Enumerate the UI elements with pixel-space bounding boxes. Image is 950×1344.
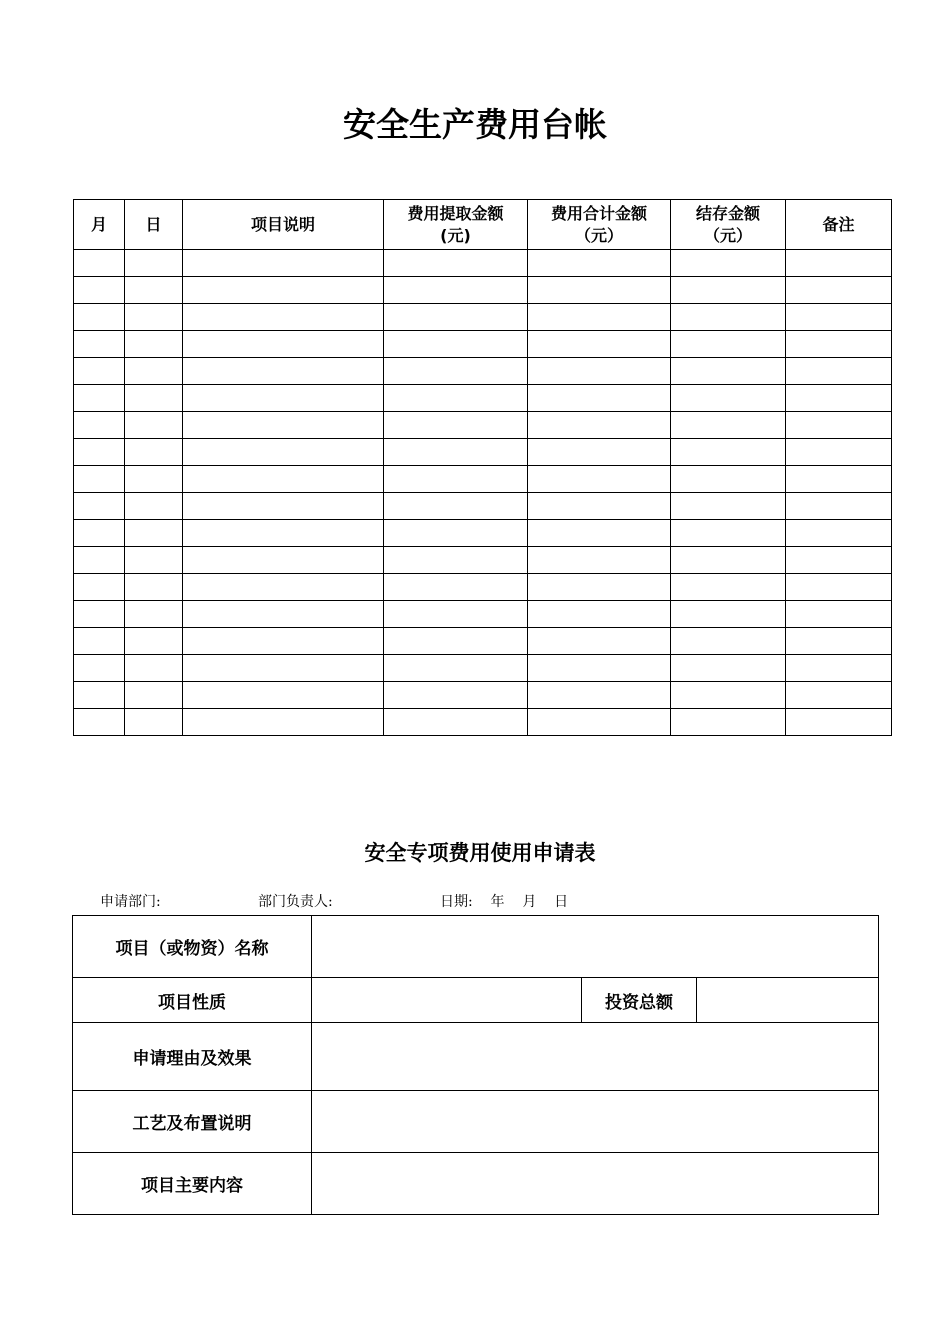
ledger-row [74, 655, 892, 682]
ledger-cell-extract[interactable] [384, 520, 528, 547]
ledger-cell-extract[interactable] [384, 682, 528, 709]
ledger-title: 安全生产费用台帐 [343, 105, 607, 144]
ledger-cell-extract[interactable] [384, 385, 528, 412]
ledger-cell-total[interactable] [528, 493, 671, 520]
ledger-cell-month[interactable] [74, 493, 125, 520]
ledger-cell-extract[interactable] [384, 628, 528, 655]
ledger-cell-item[interactable] [183, 412, 384, 439]
ledger-cell-day[interactable] [125, 574, 183, 601]
ledger-cell-balance[interactable] [671, 358, 786, 385]
ledger-cell-remark[interactable] [786, 385, 892, 412]
ledger-cell-extract[interactable] [384, 466, 528, 493]
ledger-row [74, 358, 892, 385]
project-nature-label: 项目性质 [73, 978, 312, 1023]
ledger-cell-balance[interactable] [671, 601, 786, 628]
ledger-cell-total[interactable] [528, 385, 671, 412]
ledger-row [74, 628, 892, 655]
ledger-cell-item[interactable] [183, 358, 384, 385]
ledger-cell-month[interactable] [74, 439, 125, 466]
ledger-cell-extract[interactable] [384, 439, 528, 466]
ledger-cell-day[interactable] [125, 304, 183, 331]
ledger-cell-item[interactable] [183, 304, 384, 331]
header-total-amount [528, 200, 671, 250]
reason-effect-field[interactable] [312, 1023, 879, 1091]
ledger-cell-remark[interactable] [786, 601, 892, 628]
ledger-cell-extract[interactable] [384, 547, 528, 574]
ledger-row [74, 493, 892, 520]
application-form-table [72, 915, 879, 1215]
ledger-cell-remark[interactable] [786, 709, 892, 736]
ledger-cell-balance[interactable] [671, 655, 786, 682]
main-content-label: 项目主要内容 [73, 1153, 312, 1215]
header-extract-amount-line1: 费用提取金额 [407, 203, 504, 223]
ledger-cell-remark[interactable] [786, 250, 892, 277]
ledger-header-row [74, 200, 892, 250]
ledger-cell-total[interactable] [528, 547, 671, 574]
ledger-cell-month[interactable] [74, 358, 125, 385]
ledger-row [74, 304, 892, 331]
form-row-project-name [73, 916, 879, 978]
ledger-cell-item[interactable] [183, 385, 384, 412]
header-extract-amount [384, 200, 528, 250]
header-day: 日 [125, 200, 183, 250]
ledger-row [74, 520, 892, 547]
ledger-cell-extract[interactable] [384, 601, 528, 628]
ledger-cell-day[interactable] [125, 250, 183, 277]
header-balance-amount-line1: 结存金额 [695, 203, 760, 223]
ledger-row [74, 385, 892, 412]
ledger-cell-remark[interactable] [786, 574, 892, 601]
ledger-cell-item[interactable] [183, 277, 384, 304]
header-total-amount-line2: （元） [574, 225, 623, 245]
ledger-cell-total[interactable] [528, 601, 671, 628]
ledger-cell-remark[interactable] [786, 304, 892, 331]
ledger-cell-month[interactable] [74, 682, 125, 709]
ledger-row [74, 547, 892, 574]
header-item-description: 项目说明 [183, 200, 384, 250]
ledger-cell-day[interactable] [125, 547, 183, 574]
ledger-cell-month[interactable] [74, 466, 125, 493]
ledger-cell-extract[interactable] [384, 655, 528, 682]
ledger-cell-item[interactable] [183, 574, 384, 601]
main-content-field[interactable] [312, 1153, 879, 1215]
ledger-cell-remark[interactable] [786, 493, 892, 520]
ledger-cell-balance[interactable] [671, 574, 786, 601]
ledger-cell-total[interactable] [528, 466, 671, 493]
ledger-cell-month[interactable] [74, 520, 125, 547]
ledger-cell-total[interactable] [528, 628, 671, 655]
ledger-cell-balance[interactable] [671, 412, 786, 439]
header-total-amount-line1: 费用合计金额 [550, 203, 647, 223]
ledger-cell-day[interactable] [125, 439, 183, 466]
ledger-cell-total[interactable] [528, 250, 671, 277]
ledger-cell-month[interactable] [74, 547, 125, 574]
ledger-row [74, 439, 892, 466]
ledger-cell-balance[interactable] [671, 493, 786, 520]
ledger-cell-extract[interactable] [384, 574, 528, 601]
ledger-cell-balance[interactable] [671, 547, 786, 574]
ledger-cell-balance[interactable] [671, 277, 786, 304]
project-name-field[interactable] [312, 916, 879, 978]
ledger-cell-day[interactable] [125, 520, 183, 547]
ledger-cell-item[interactable] [183, 547, 384, 574]
ledger-cell-month[interactable] [74, 655, 125, 682]
ledger-cell-balance[interactable] [671, 520, 786, 547]
ledger-row [74, 682, 892, 709]
ledger-cell-total[interactable] [528, 520, 671, 547]
ledger-cell-total[interactable] [528, 304, 671, 331]
ledger-cell-month[interactable] [74, 628, 125, 655]
ledger-cell-remark[interactable] [786, 439, 892, 466]
ledger-cell-remark[interactable] [786, 277, 892, 304]
ledger-row [74, 601, 892, 628]
ledger-cell-month[interactable] [74, 412, 125, 439]
ledger-cell-month[interactable] [74, 385, 125, 412]
ledger-cell-item[interactable] [183, 250, 384, 277]
header-month: 月 [74, 200, 125, 250]
ledger-cell-day[interactable] [125, 601, 183, 628]
ledger-cell-remark[interactable] [786, 682, 892, 709]
process-layout-field[interactable] [312, 1091, 879, 1153]
project-name-label: 项目（或物资）名称 [73, 916, 312, 978]
ledger-cell-total[interactable] [528, 682, 671, 709]
ledger-cell-item[interactable] [183, 439, 384, 466]
ledger-cell-month[interactable] [74, 331, 125, 358]
ledger-cell-month[interactable] [74, 574, 125, 601]
ledger-row [74, 277, 892, 304]
ledger-row [74, 574, 892, 601]
ledger-body [74, 250, 892, 736]
ledger-row [74, 466, 892, 493]
ledger-cell-extract[interactable] [384, 250, 528, 277]
ledger-cell-balance[interactable] [671, 628, 786, 655]
ledger-cell-day[interactable] [125, 466, 183, 493]
apply-dept-label: 申请部门: [100, 894, 161, 910]
ledger-cell-balance[interactable] [671, 385, 786, 412]
ledger-cell-item[interactable] [183, 601, 384, 628]
ledger-table [73, 199, 892, 736]
ledger-cell-total[interactable] [528, 439, 671, 466]
ledger-cell-extract[interactable] [384, 709, 528, 736]
ledger-cell-month[interactable] [74, 250, 125, 277]
ledger-cell-item[interactable] [183, 466, 384, 493]
ledger-cell-total[interactable] [528, 277, 671, 304]
ledger-cell-day[interactable] [125, 493, 183, 520]
header-balance-amount-line2: （元） [703, 225, 752, 245]
date-label: 日期: 年 月 日 [440, 894, 569, 910]
ledger-cell-total[interactable] [528, 655, 671, 682]
ledger-cell-remark[interactable] [786, 358, 892, 385]
ledger-cell-month[interactable] [74, 277, 125, 304]
ledger-cell-day[interactable] [125, 709, 183, 736]
ledger-cell-item[interactable] [183, 682, 384, 709]
header-extract-amount-line2: (元) [440, 225, 471, 245]
ledger-cell-balance[interactable] [671, 466, 786, 493]
ledger-cell-item[interactable] [183, 520, 384, 547]
reason-effect-label: 申请理由及效果 [73, 1023, 312, 1091]
ledger-cell-balance[interactable] [671, 709, 786, 736]
ledger-cell-day[interactable] [125, 385, 183, 412]
form-row-process-layout [73, 1091, 879, 1153]
ledger-cell-extract[interactable] [384, 277, 528, 304]
ledger-cell-item[interactable] [183, 709, 384, 736]
ledger-cell-day[interactable] [125, 277, 183, 304]
ledger-cell-total[interactable] [528, 331, 671, 358]
ledger-cell-month[interactable] [74, 601, 125, 628]
ledger-cell-balance[interactable] [671, 304, 786, 331]
ledger-row [74, 250, 892, 277]
ledger-cell-day[interactable] [125, 412, 183, 439]
ledger-cell-day[interactable] [125, 682, 183, 709]
investment-total-label: 投资总额 [582, 978, 697, 1023]
ledger-cell-remark[interactable] [786, 655, 892, 682]
ledger-cell-extract[interactable] [384, 493, 528, 520]
ledger-cell-extract[interactable] [384, 304, 528, 331]
ledger-cell-month[interactable] [74, 304, 125, 331]
ledger-cell-extract[interactable] [384, 412, 528, 439]
form-row-project-nature [73, 978, 879, 1023]
ledger-cell-remark[interactable] [786, 628, 892, 655]
ledger-cell-day[interactable] [125, 655, 183, 682]
ledger-cell-item[interactable] [183, 655, 384, 682]
ledger-cell-total[interactable] [528, 412, 671, 439]
ledger-cell-extract[interactable] [384, 358, 528, 385]
ledger-row [74, 709, 892, 736]
process-layout-label: 工艺及布置说明 [73, 1091, 312, 1153]
investment-total-field[interactable] [697, 978, 879, 1023]
ledger-cell-remark[interactable] [786, 466, 892, 493]
ledger-cell-remark[interactable] [786, 520, 892, 547]
dept-head-label: 部门负责人: [258, 894, 333, 910]
application-title: 安全专项费用使用申请表 [364, 840, 596, 865]
form-row-main-content [73, 1153, 879, 1215]
header-remark: 备注 [786, 200, 892, 250]
ledger-cell-extract[interactable] [384, 331, 528, 358]
form-row-reason-effect [73, 1023, 879, 1091]
ledger-cell-item[interactable] [183, 493, 384, 520]
ledger-cell-day[interactable] [125, 628, 183, 655]
ledger-cell-day[interactable] [125, 331, 183, 358]
ledger-cell-month[interactable] [74, 709, 125, 736]
ledger-cell-balance[interactable] [671, 331, 786, 358]
ledger-row [74, 331, 892, 358]
ledger-cell-item[interactable] [183, 628, 384, 655]
ledger-cell-day[interactable] [125, 358, 183, 385]
project-nature-field[interactable] [312, 978, 582, 1023]
ledger-cell-total[interactable] [528, 358, 671, 385]
ledger-row [74, 412, 892, 439]
ledger-cell-remark[interactable] [786, 547, 892, 574]
ledger-cell-remark[interactable] [786, 331, 892, 358]
ledger-cell-item[interactable] [183, 331, 384, 358]
ledger-cell-balance[interactable] [671, 439, 786, 466]
ledger-cell-balance[interactable] [671, 250, 786, 277]
ledger-cell-total[interactable] [528, 709, 671, 736]
ledger-cell-balance[interactable] [671, 682, 786, 709]
ledger-cell-total[interactable] [528, 574, 671, 601]
header-balance-amount [671, 200, 786, 250]
ledger-cell-remark[interactable] [786, 412, 892, 439]
